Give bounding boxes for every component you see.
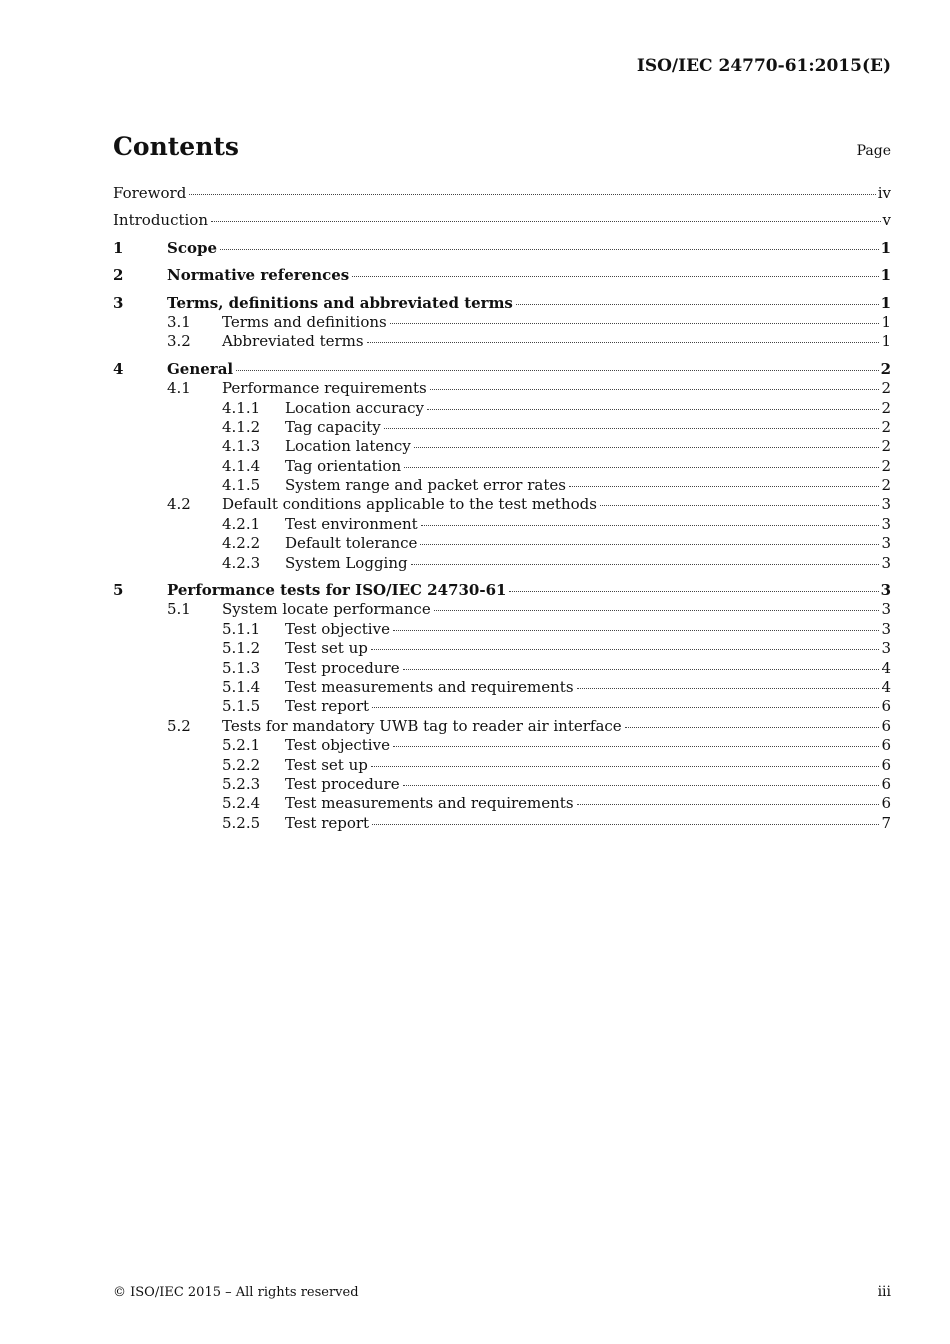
toc-entry-page: 2 — [881, 417, 891, 436]
toc-entry-title: Terms, definitions and abbreviated terms — [167, 293, 513, 312]
toc-entry-number: 5.2.2 — [222, 755, 261, 774]
dot-leader — [390, 323, 880, 324]
toc-entry-title: Location accuracy — [285, 398, 425, 417]
toc-entry-title: Performance requirements — [222, 379, 427, 398]
toc-entry-page: 2 — [881, 456, 891, 475]
toc-entry-title: System Logging — [285, 553, 408, 572]
toc-entry-number: 4.1.3 — [222, 437, 261, 456]
toc-entry-number: 3.2 — [167, 332, 191, 351]
toc-entry[interactable] — [113, 313, 891, 332]
toc-entry-number: 5.2 — [167, 716, 191, 735]
toc-entry-page: 6 — [881, 774, 891, 793]
dot-leader — [411, 564, 880, 565]
toc-entry-page: 1 — [880, 238, 891, 257]
toc-entry-page: 3 — [881, 600, 891, 619]
dot-leader — [372, 824, 879, 825]
toc-entry-number: 2 — [113, 266, 124, 285]
page-column-label: Page — [856, 143, 891, 159]
toc-entry-number: 4.2.2 — [222, 534, 261, 553]
dot-leader — [577, 804, 880, 805]
toc-entry-number: 5.2.5 — [222, 813, 261, 832]
toc-entry-title: Test objective — [285, 736, 390, 755]
toc-entry-number: 5.1.1 — [222, 619, 261, 638]
toc-entry-number: 5.1 — [167, 600, 191, 619]
toc-entry[interactable] — [113, 717, 891, 736]
toc-entry-page: 3 — [881, 639, 891, 658]
toc-entry[interactable] — [113, 418, 891, 437]
toc-entry-number: 4.2.1 — [222, 514, 261, 533]
dot-leader — [236, 370, 878, 371]
dot-leader — [371, 649, 880, 650]
toc-entry-title: Foreword — [113, 184, 187, 202]
toc-entry-page: 3 — [881, 534, 891, 553]
toc-entry-page: 3 — [881, 553, 891, 572]
toc-entry-number: 3.1 — [167, 312, 191, 331]
toc-entry-number: 4.1.4 — [222, 456, 261, 475]
dot-leader — [625, 727, 880, 728]
toc-entry[interactable] — [113, 756, 891, 775]
toc-entry-number: 4.2 — [167, 495, 191, 514]
toc-entry[interactable] — [113, 184, 891, 203]
toc-entry[interactable] — [113, 495, 891, 514]
toc-entry-number: 3 — [113, 293, 124, 312]
dot-leader — [420, 544, 879, 545]
toc-entry[interactable] — [113, 659, 891, 678]
dot-leader — [577, 688, 880, 689]
toc-entry-number: 4.1 — [167, 379, 191, 398]
toc-entry-page: 6 — [881, 716, 891, 735]
toc-entry-number: 4.1.5 — [222, 476, 261, 495]
toc-entry-title: Introduction — [113, 211, 208, 230]
toc-entry[interactable] — [113, 360, 891, 379]
toc-entry-title: Test measurements and requirements — [285, 677, 574, 696]
toc-entry-title: Tag capacity — [285, 417, 381, 436]
dot-leader — [600, 505, 880, 506]
toc-entry-title: Test measurements and requirements — [285, 794, 574, 813]
toc-entry[interactable] — [113, 581, 891, 600]
toc-entry-page: 2 — [880, 359, 891, 378]
dot-leader — [403, 785, 880, 786]
toc-entry-title: Abbreviated terms — [222, 332, 364, 351]
toc-entry[interactable] — [113, 600, 891, 619]
toc-entry[interactable] — [113, 437, 891, 456]
document-id: ISO/IEC 24770-61:2015(E) — [636, 56, 891, 76]
toc-entry-title: General — [167, 359, 234, 378]
dot-leader — [403, 669, 880, 670]
toc-entry-page: 3 — [880, 581, 891, 600]
toc-entry-title: System range and packet error rates — [285, 476, 566, 495]
toc-entry-title: Test set up — [285, 755, 368, 774]
toc-entry-page: 6 — [881, 736, 891, 755]
toc-entry-title: Default conditions applicable to the test methods — [222, 495, 597, 514]
toc-entry[interactable] — [113, 399, 891, 418]
toc-entry-number: 5.1.4 — [222, 677, 261, 696]
toc-entry-page: 4 — [881, 658, 891, 677]
dot-leader — [372, 707, 879, 708]
toc-entry-page: 3 — [881, 619, 891, 638]
toc-entry-page: 1 — [880, 266, 891, 285]
toc-entry-title: Tag orientation — [285, 456, 402, 475]
toc-entry-page: 2 — [881, 398, 891, 417]
dot-leader — [569, 486, 880, 487]
dot-leader — [430, 389, 880, 390]
toc-entry[interactable] — [113, 457, 891, 476]
toc-entry-number: 5.2.1 — [222, 736, 261, 755]
toc-entry-page: 2 — [881, 437, 891, 456]
toc-entry-title: Performance tests for ISO/IEC 24730-61 — [167, 581, 507, 600]
toc-entry-title: Test objective — [285, 619, 390, 638]
footer-page-number: iii — [877, 1284, 891, 1300]
dot-leader — [189, 194, 875, 195]
toc-entry-page: 6 — [881, 755, 891, 774]
toc-entry[interactable] — [113, 775, 891, 794]
dot-leader — [414, 447, 880, 448]
dot-leader — [404, 467, 879, 468]
toc-entry-page: 7 — [881, 813, 891, 832]
toc-entry-number: 5 — [113, 581, 124, 600]
toc-entry-number: 5.2.3 — [222, 774, 261, 793]
toc-entry[interactable] — [113, 814, 891, 833]
toc-entry-title: Normative references — [167, 266, 350, 285]
dot-leader — [384, 428, 880, 429]
toc-entry[interactable] — [113, 697, 891, 716]
toc-entry-page: 6 — [881, 794, 891, 813]
toc-entry[interactable] — [113, 620, 891, 639]
toc-entry-title: Test environment — [285, 514, 418, 533]
toc-entry[interactable] — [113, 639, 891, 658]
toc-entry-page: iv — [877, 184, 891, 202]
toc-entry[interactable] — [113, 294, 891, 313]
toc-entry-title: Location latency — [285, 437, 411, 456]
toc-entry-title: Test report — [285, 813, 370, 832]
toc-entry[interactable] — [113, 239, 891, 258]
dot-leader — [371, 766, 880, 767]
toc-entry-number: 5.1.3 — [222, 658, 261, 677]
dot-leader — [211, 221, 881, 222]
contents-heading: Contents — [113, 132, 240, 161]
table-of-contents — [113, 184, 891, 833]
toc-entry-number: 4.1.1 — [222, 398, 261, 417]
dot-leader — [509, 591, 878, 592]
toc-entry[interactable] — [113, 736, 891, 755]
toc-entry-title: Scope — [167, 238, 218, 257]
dot-leader — [393, 630, 880, 631]
toc-entry-title: Default tolerance — [285, 534, 418, 553]
toc-entry[interactable] — [113, 476, 891, 495]
toc-entry-number: 5.1.5 — [222, 697, 261, 716]
footer-copyright: © ISO/IEC 2015 – All rights reserved — [113, 1285, 359, 1300]
toc-entry-page: 2 — [881, 379, 891, 398]
toc-entry[interactable] — [113, 211, 891, 230]
dot-leader — [434, 610, 880, 611]
dot-leader — [427, 409, 879, 410]
dot-leader — [352, 276, 878, 277]
toc-entry-title: Terms and definitions — [222, 312, 387, 331]
toc-entry-page: 6 — [881, 697, 891, 716]
dot-leader — [220, 249, 879, 250]
toc-entry-page: 3 — [881, 495, 891, 514]
toc-entry[interactable] — [113, 379, 891, 398]
toc-entry[interactable] — [113, 794, 891, 813]
toc-entry-number: 5.2.4 — [222, 794, 261, 813]
toc-entry-title: Tests for mandatory UWB tag to reader air interface — [222, 716, 622, 735]
toc-entry-number: 5.1.2 — [222, 639, 261, 658]
toc-entry-number: 4 — [113, 359, 124, 378]
dot-leader — [516, 304, 879, 305]
toc-entry[interactable] — [113, 554, 891, 573]
toc-entry[interactable] — [113, 332, 891, 351]
toc-entry-number: 4.2.3 — [222, 553, 261, 572]
dot-leader — [421, 525, 880, 526]
toc-entry-page: 1 — [881, 332, 891, 351]
toc-entry-title: Test procedure — [285, 774, 400, 793]
toc-entry-page: 1 — [880, 293, 891, 312]
toc-entry-page: 1 — [881, 312, 891, 331]
dot-leader — [367, 342, 880, 343]
toc-entry-number: 1 — [113, 238, 124, 257]
dot-leader — [393, 746, 880, 747]
toc-entry-title: Test report — [285, 697, 370, 716]
toc-entry-title: System locate performance — [222, 600, 431, 619]
toc-entry[interactable] — [113, 266, 891, 285]
toc-entry[interactable] — [113, 534, 891, 553]
toc-entry-page: 4 — [881, 677, 891, 696]
toc-entry-title: Test set up — [285, 639, 368, 658]
toc-entry-page: 3 — [881, 514, 891, 533]
toc-entry-page: 2 — [881, 476, 891, 495]
toc-entry[interactable] — [113, 678, 891, 697]
toc-entry[interactable] — [113, 515, 891, 534]
toc-entry-page: v — [882, 211, 891, 230]
toc-entry-title: Test procedure — [285, 658, 400, 677]
toc-entry-number: 4.1.2 — [222, 417, 261, 436]
